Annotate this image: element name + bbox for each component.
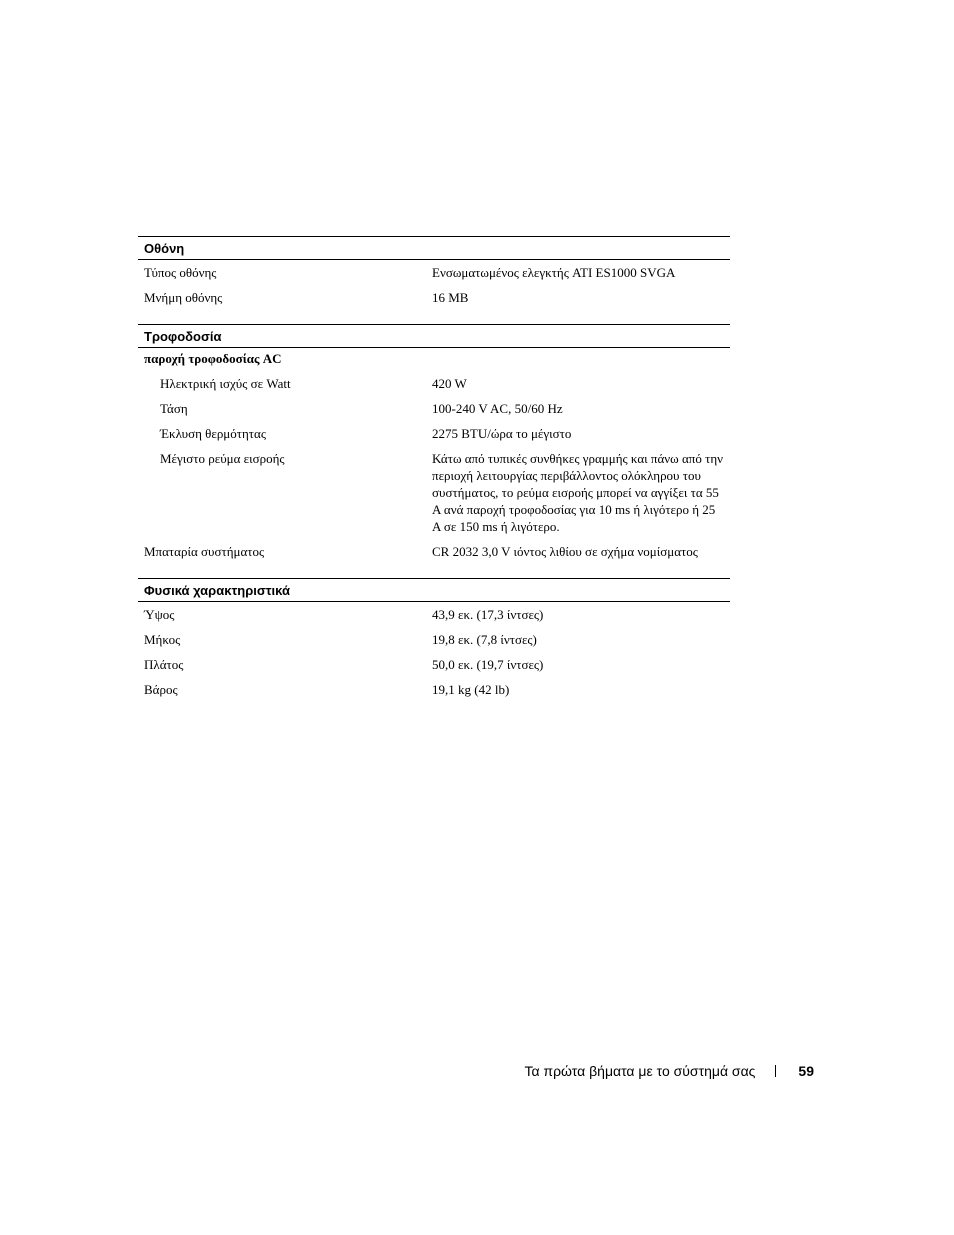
spec-value: 420 W [432, 376, 467, 391]
spec-label: Μπαταρία συστήματος [144, 544, 265, 559]
spec-label: Τύπος οθόνης [144, 265, 217, 280]
spec-label: Ηλεκτρική ισχύς σε Watt [160, 376, 291, 391]
spec-label: Ύψος [144, 607, 175, 622]
spec-value: 16 MB [432, 290, 469, 305]
spec-label: Βάρος [144, 682, 178, 697]
spec-label: Μνήμη οθόνης [144, 290, 223, 305]
section-heading-physical: Φυσικά χαρακτηριστικά [138, 578, 730, 602]
spec-row-wattage [138, 371, 730, 396]
spec-label: Πλάτος [144, 657, 184, 672]
spec-row-height [138, 602, 730, 627]
spec-value: 19,8 εκ. (7,8 ίντσες) [432, 632, 537, 647]
section-heading-power: Τροφοδοσία [138, 324, 730, 348]
spec-value: 50,0 εκ. (19,7 ίντσες) [432, 657, 544, 672]
footer-separator [775, 1065, 776, 1077]
spec-row-weight [138, 677, 730, 702]
spec-label: Τάση [160, 401, 188, 416]
spec-value: 19,1 kg (42 lb) [432, 682, 510, 697]
spec-value: 2275 BTU/ώρα το μέγιστο [432, 426, 572, 441]
spec-row-depth [138, 627, 730, 652]
spec-value: 100-240 V AC, 50/60 Hz [432, 401, 563, 416]
footer-title: Τα πρώτα βήματα με το σύστημά σας [524, 1063, 756, 1079]
specifications-table [138, 236, 730, 702]
spec-label: Έκλυση θερμότητας [160, 426, 266, 441]
page-footer [524, 1062, 814, 1080]
spec-value: Ενσωματωμένος ελεγκτής ATI ES1000 SVGA [432, 265, 676, 280]
spec-row-voltage [138, 396, 730, 421]
spec-value: 43,9 εκ. (17,3 ίντσες) [432, 607, 544, 622]
spec-row-heat-dissipation [138, 421, 730, 446]
spec-row-system-battery [138, 539, 730, 564]
spec-row-display-memory [138, 285, 730, 310]
spec-label: Μέγιστο ρεύμα εισροής [160, 451, 285, 466]
spec-label: Μήκος [144, 632, 181, 647]
section-heading-display: Οθόνη [138, 236, 730, 260]
spec-value: CR 2032 3,0 V ιόντος λιθίου σε σχήμα νομίσματος [432, 544, 698, 559]
spec-row-inrush-current [138, 446, 730, 539]
power-subheading: παροχή τροφοδοσίας AC [144, 351, 282, 366]
page-number: 59 [798, 1063, 814, 1079]
spec-row-width [138, 652, 730, 677]
spec-value: Κάτω από τυπικές συνθήκες γραμμής και πάνω από την περιοχή λειτουργίας περιβάλλοντος ολόκληρου του συστήματος, το ρεύμα εισροής μπορεί να αγγίξει τα 55 A ανά παροχή τροφοδοσίας για 10 ms ή λιγότερο ή 25 A σε 150 ms ή λιγότερο. [432, 451, 724, 534]
spec-row-display-type [138, 260, 730, 285]
